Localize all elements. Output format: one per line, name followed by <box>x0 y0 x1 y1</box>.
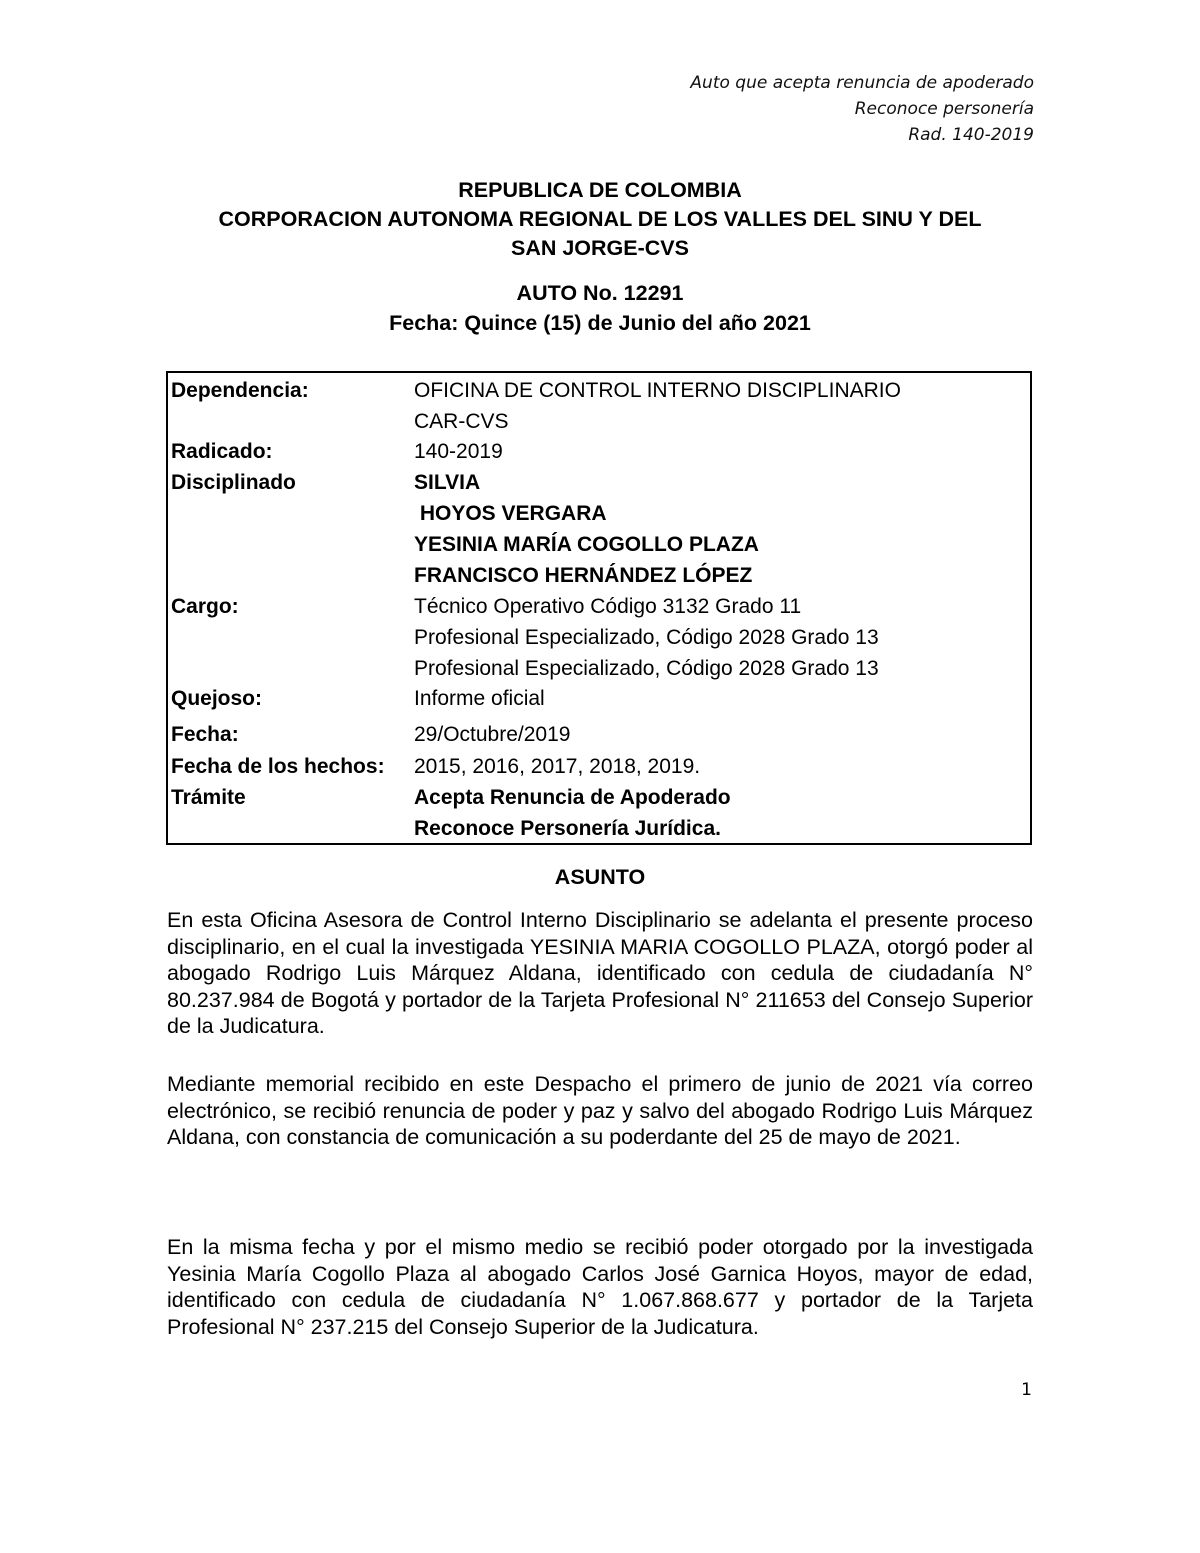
cargo-value <box>414 591 879 684</box>
dependencia-line-2: CAR-CVS <box>414 410 509 433</box>
document-title <box>160 176 1040 263</box>
tramite-label: Trámite <box>171 786 246 809</box>
disciplinado-value <box>414 467 759 591</box>
running-header <box>620 70 1034 148</box>
disciplinado-3: YESINIA MARÍA COGOLLO PLAZA <box>414 533 759 556</box>
page-number: 1 <box>1021 1380 1032 1400</box>
dependencia-value <box>414 375 901 437</box>
disciplinado-2: HOYOS VERGARA <box>414 502 607 525</box>
quejoso-label: Quejoso: <box>171 687 263 710</box>
cargo-label: Cargo: <box>171 595 239 618</box>
tramite-1: Acepta Renuncia de Apoderado <box>414 786 731 809</box>
quejoso-value <box>414 683 545 714</box>
title-line-3: SAN JORGE-CVS <box>510 236 689 260</box>
dependencia-line-1: OFICINA DE CONTROL INTERNO DISCIPLINARIO <box>414 379 901 402</box>
auto-number: AUTO No. 12291 <box>516 281 684 305</box>
cargo-2: Profesional Especializado, Código 2028 Grado 13 <box>414 626 879 649</box>
disciplinado-label: Disciplinado <box>171 471 296 494</box>
auto-heading <box>160 278 1040 338</box>
fecha-text: 29/Octubre/2019 <box>414 723 571 746</box>
header-line-3: Rad. 140-2019 <box>908 125 1034 145</box>
dependencia-label: Dependencia: <box>171 379 309 402</box>
radicado-value <box>414 436 503 467</box>
fecha-value <box>414 719 570 750</box>
cargo-1: Técnico Operativo Código 3132 Grado 11 <box>414 595 802 618</box>
asunto-heading: ASUNTO <box>554 865 646 889</box>
tramite-2: Reconoce Personería Jurídica. <box>414 817 721 840</box>
cargo-3: Profesional Especializado, Código 2028 Grado 13 <box>414 657 879 680</box>
radicado-label: Radicado: <box>171 440 273 463</box>
title-line-2: CORPORACION AUTONOMA REGIONAL DE LOS VALLES DEL SINU Y DEL <box>218 207 982 231</box>
case-info-box <box>166 371 1032 845</box>
disciplinado-4: FRANCISCO HERNÁNDEZ LÓPEZ <box>414 564 753 587</box>
fecha-hechos-label: Fecha de los hechos: <box>171 755 385 778</box>
header-line-1: Auto que acepta renuncia de apoderado <box>690 73 1034 93</box>
paragraph-3: En la misma fecha y por el mismo medio se recibió poder otorgado por la investigada Yesinia María Cogollo Plaza al abogado Carlos José Garnica Hoyos, mayor de edad, identificado con cedula de ciudadanía N° 1.067.868.677 y portador de la Tarjeta Profesional N° 237.215 del Consejo Superior de la Judicatura. <box>167 1235 1033 1339</box>
paragraph-1: En esta Oficina Asesora de Control Interno Disciplinario se adelanta el presente proceso disciplinario, en el cual la investigada YESINIA MARIA COGOLLO PLAZA, otorgó poder al abogado Rodrigo Luis Márquez Aldana, identificado con cedula de ciudadanía N° 80.237.984 de Bogotá y portador de la Tarjeta Profesional N° 211653 del Consejo Superior de la Judicatura. <box>167 908 1033 1038</box>
header-line-2: Reconoce personería <box>854 99 1034 119</box>
tramite-value <box>414 782 731 844</box>
fecha-hechos-value <box>414 751 700 782</box>
title-line-1: REPUBLICA DE COLOMBIA <box>458 178 742 202</box>
quejoso-text: Informe oficial <box>414 687 545 710</box>
fecha-hechos-text: 2015, 2016, 2017, 2018, 2019. <box>414 755 701 778</box>
fecha-label: Fecha: <box>171 723 239 746</box>
disciplinado-1: SILVIA <box>414 471 481 494</box>
radicado-text: 140-2019 <box>414 440 503 463</box>
paragraph-2: Mediante memorial recibido en este Despacho el primero de junio de 2021 vía correo electrónico, se recibió renuncia de poder y paz y salvo del abogado Rodrigo Luis Márquez Aldana, con constancia de comunicación a su poderdante del 25 de mayo de 2021. <box>167 1072 1033 1149</box>
auto-date: Fecha: Quince (15) de Junio del año 2021 <box>389 311 811 335</box>
